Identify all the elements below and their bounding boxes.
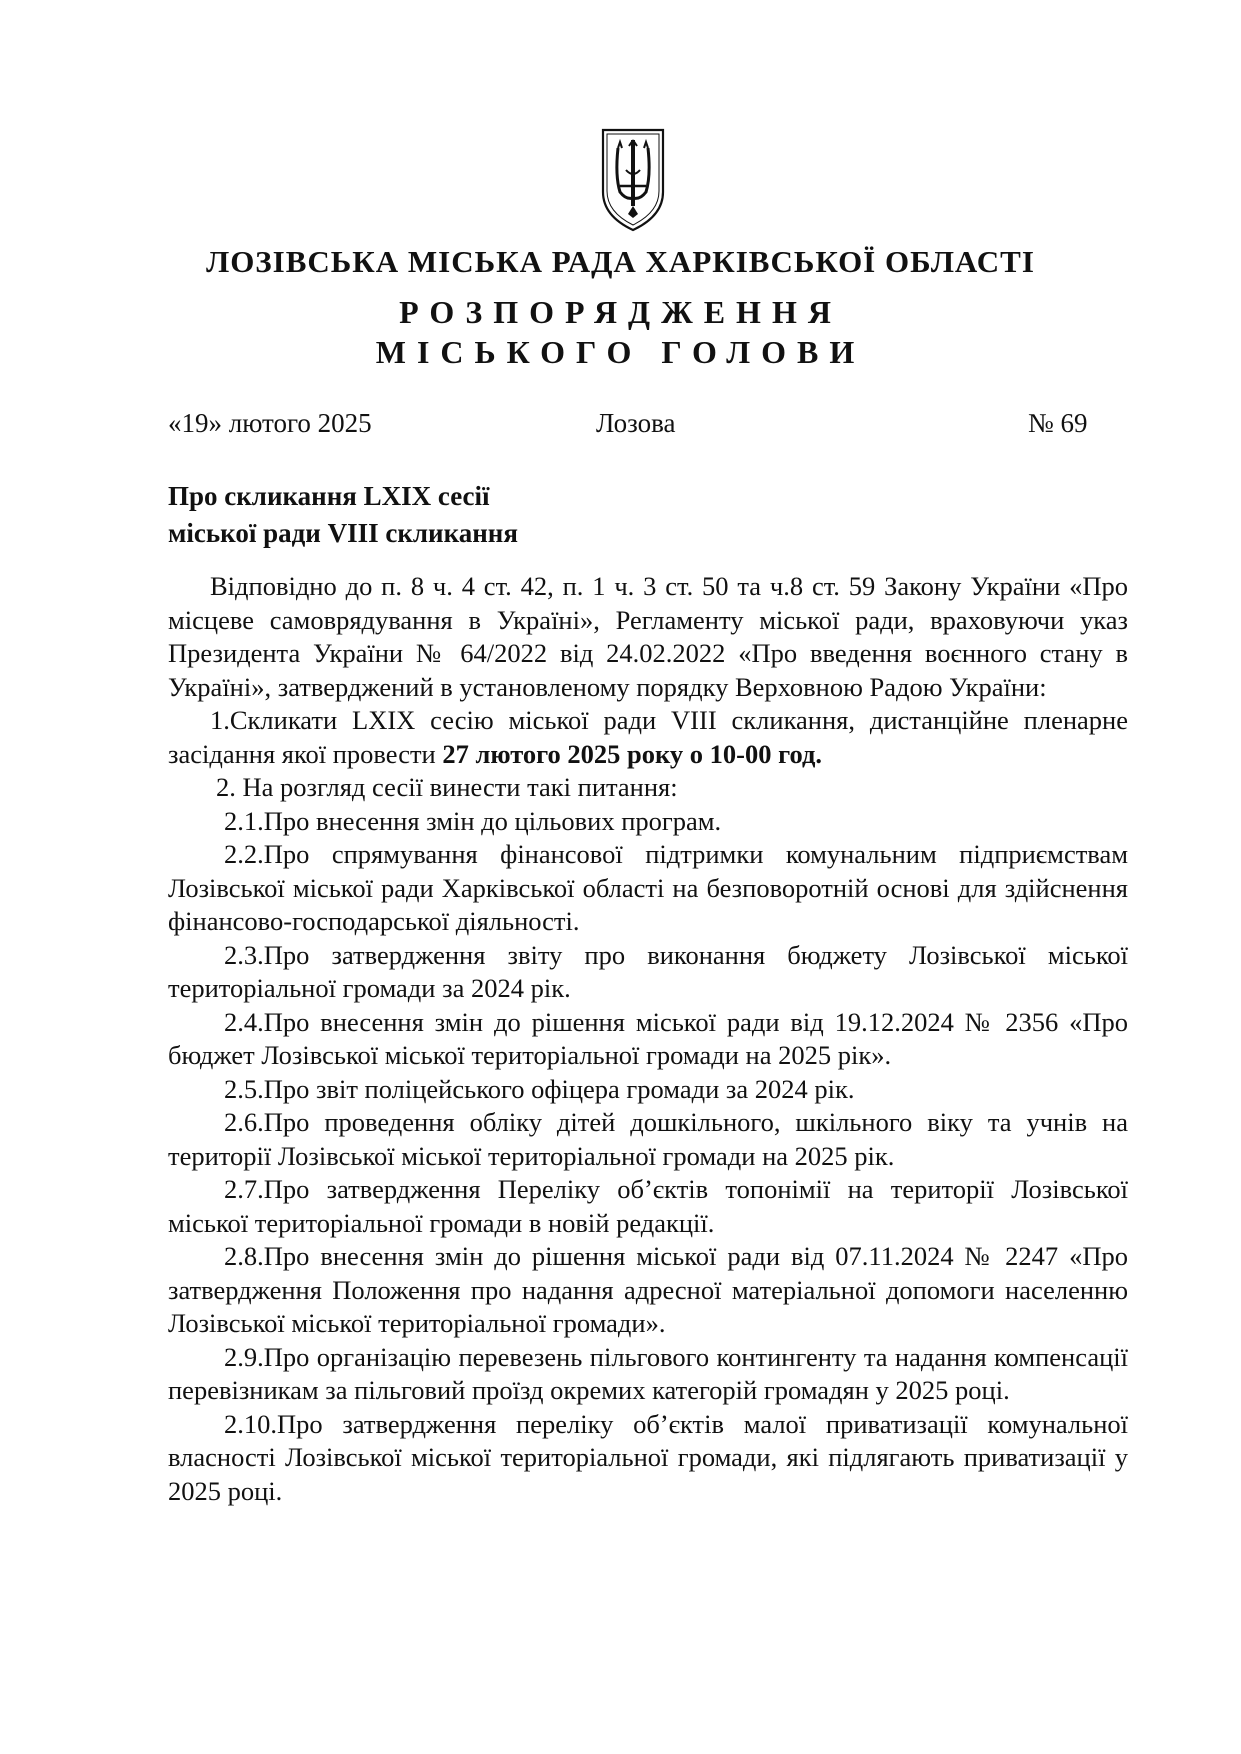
item-2-5-paragraph: 2.5.Про звіт поліцейського офіцера громади за 2024 рік.: [224, 1073, 855, 1104]
item-2-8-paragraph: 2.8.Про внесення змін до рішення міської ради від 07.11.2024 № 2247 «Про затвердження Положення про надання адресної матеріальної допомоги населенню Лозівської міської територіальної громади».: [168, 1241, 1128, 1338]
item-1-date: 27 лютого 2025 року о 10-00 год.: [442, 738, 823, 769]
document-subject: [168, 478, 518, 552]
document-city: Лозова: [596, 408, 676, 438]
council-name: ЛОЗІВСЬКА МІСЬКА РАДА ХАРКІВСЬКОЇ ОБЛАСТІ: [206, 244, 1035, 279]
item-1-text: 1.Скликати LXIX сесію міської ради VIII скликання, дистанційне пленарне засідання якої провести: [168, 705, 1128, 769]
document-date: «19» лютого 2025: [168, 408, 372, 438]
item-2-4-paragraph: 2.4.Про внесення змін до рішення міської ради від 19.12.2024 № 2356 «Про бюджет Лозівської міської територіальної громади на 2025 рік».: [168, 1006, 1128, 1070]
item-2-7-paragraph: 2.7.Про затвердження Переліку об’єктів топонімії на території Лозівської міської територіальної громади в новій редакції.: [168, 1174, 1128, 1238]
item-2-6-paragraph: 2.6.Про проведення обліку дітей дошкільного, шкільного віку та учнів на території Лозівської міської територіальної громади на 2025 рік.: [168, 1107, 1128, 1171]
document-issuer: МІСЬКОГО ГОЛОВИ: [375, 334, 866, 370]
item-1-paragraph: [168, 704, 1128, 771]
item-2-3-paragraph: 2.3.Про затвердження звіту про виконання бюджету Лозівської міської територіальної громади за 2024 рік.: [168, 939, 1128, 1003]
item-2-9-paragraph: 2.9.Про організацію перевезень пільгового контингенту та надання компенсації перевізникам за пільговий проїзд окремих категорій громадян у 2025 році.: [168, 1341, 1128, 1405]
document-body: [168, 570, 1128, 1508]
coat-of-arms-icon: [598, 126, 668, 234]
item-2-paragraph: 2. На розгляд сесії винести такі питання:: [216, 772, 678, 802]
subject-line-2: міської ради VIII скликання: [168, 518, 518, 548]
item-2-10-paragraph: 2.10.Про затвердження переліку об’єктів малої приватизації комунальної власності Лозівської міської територіальної громади, які підлягають приватизації у 2025 році.: [168, 1408, 1128, 1506]
subject-line-1: Про скликання LXIX сесії: [168, 481, 490, 511]
item-2-1-paragraph: 2.1.Про внесення змін до цільових програм.: [224, 805, 722, 836]
item-2-2-paragraph: 2.2.Про спрямування фінансової підтримки комунальним підприємствам Лозівської міської ради Харківської області на безповоротній основі для здійснення фінансово-господарської діяльності.: [168, 839, 1128, 936]
document-number: № 69: [1028, 408, 1088, 438]
preamble-paragraph: Відповідно до п. 8 ч. 4 ст. 42, п. 1 ч. 3 ст. 50 та ч.8 ст. 59 Закону України «Про місцеве самоврядування в Україні», Регламенту міської ради, враховуючи указ Президента України № 64/2022 від 24.02.2022 «Про введення воєнного стану в Україні», затверджений в установленому порядку Верховною Радою України:: [168, 571, 1128, 702]
document-type: РОЗПОРЯДЖЕННЯ: [399, 294, 842, 330]
